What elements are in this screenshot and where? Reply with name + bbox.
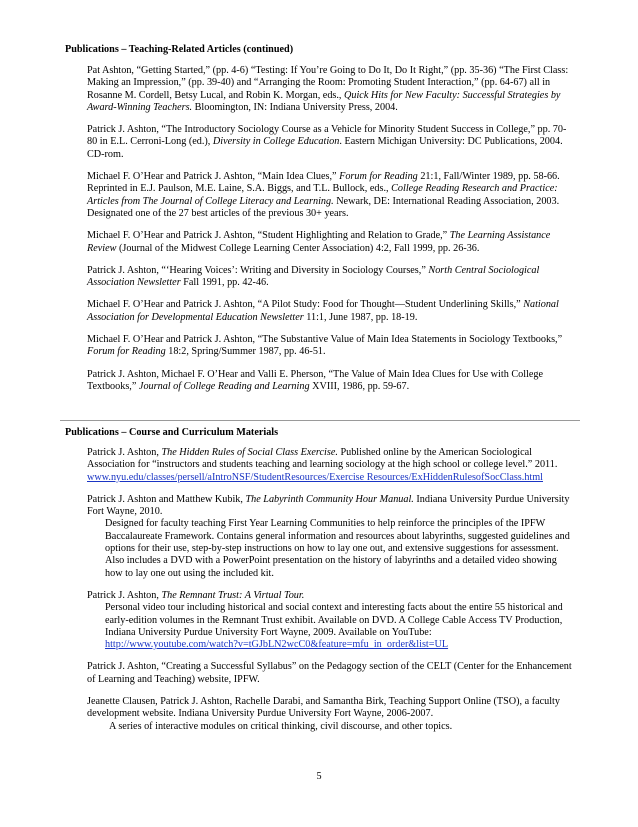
citation-title: Diversity in College Education <box>212 136 340 148</box>
citation-entry <box>87 124 575 161</box>
citation-entry <box>87 494 575 580</box>
citation-entry <box>87 590 575 651</box>
citation-entry <box>87 661 575 686</box>
citation-text: Patrick J. Ashton, “Creating a Successful Syllabus” on the Pedagogy section of the CELT (Center for the Enhancement of Learning and Teaching) website, IPFW. <box>87 661 572 685</box>
citation-title: Forum for Reading <box>87 346 166 358</box>
citation-description: Designed for faculty teaching First Year Learning Communities to help reinforce the principles of the IPFW Baccalaureate Framework. Contains general information and resources about labyrinths, suggested guidelines and options for their use, step-by-step instructions on how to lay one out, and extensive suggestions for assessment. Also includes a DVD with a PowerPoint presentation on the history of labyrinths and a detailed video showing how to lay one out using the included kit. <box>105 518 570 579</box>
course-materials-list <box>87 447 575 743</box>
citation-title: National Association for Developmental Education Newsletter <box>87 299 559 323</box>
citation-entry <box>87 265 575 290</box>
section-heading-course-materials: Publications – Course and Curriculum Materials <box>65 427 279 438</box>
citation-text: Bloomington, IN: Indiana University Press, 2004. <box>192 101 398 113</box>
citation-title: The Learning Assistance Review <box>87 230 551 254</box>
citation-entry <box>87 369 575 394</box>
citation-text: Michael F. O’Hear and Patrick J. Ashton, “A Pilot Study: Food for Thought—Student Underlining Skills,” <box>87 299 524 311</box>
citation-entry <box>87 171 575 220</box>
citation-text: 11:1, June 1987, pp. 18-19. <box>303 311 418 323</box>
citation-text: Michael F. O’Hear and Patrick J. Ashton, “The Substantive Value of Main Idea Statements in Sociology Textbooks,” <box>87 334 563 346</box>
citation-text: Patrick J. Ashton, Michael F. O’Hear and Valli E. Pherson, “The Value of Main Idea Clues for Use with College Textbooks,” <box>87 368 544 392</box>
citation-entry <box>87 447 575 484</box>
citation-text: Jeanette Clausen, Patrick J. Ashton, Rachelle Darabi, and Samantha Birk, Teaching Support Online (TSO), a faculty development website. Indiana University Purdue University Fort Wayne, 2006-2007. <box>87 696 560 720</box>
citation-text: Patrick J. Ashton and Matthew Kubik, <box>87 493 246 505</box>
citation-title: North Central Sociological Association Newsletter <box>87 264 540 289</box>
citation-title: The Hidden Rules of Social Class Exercise. <box>161 447 338 458</box>
citation-title: College Reading Research and Practice: Articles from The Journal of College Literacy and Learning. <box>87 183 558 207</box>
citation-title: Quick Hits for New Faculty: Successful Strategies by Award-Winning Teachers. <box>87 89 561 113</box>
citation-text: 21:1, Fall/Winter 1989, pp. 58-66. Reprinted in E.J. Paulson, M.E. Laine, S.A. Biggs, and T.L. Bullock, eds., <box>87 171 560 195</box>
citation-text: Indiana University Purdue University Fort Wayne, 2010. <box>87 493 570 518</box>
section-heading-teaching-articles: Publications – Teaching-Related Articles (continued) <box>65 44 294 55</box>
citation-entry <box>87 230 575 255</box>
citation-text: Patrick J. Ashton, <box>87 589 162 601</box>
page-number: 5 <box>316 771 322 782</box>
citation-text: Fall 1991, pp. 42-46. <box>180 277 269 289</box>
citation-title: The Labyrinth Community Hour Manual. <box>245 493 414 505</box>
citation-text: Michael F. O’Hear and Patrick J. Ashton, “Student Highlighting and Relation to Grade,” <box>87 230 450 242</box>
teaching-articles-list <box>87 65 575 403</box>
citation-entry <box>87 299 575 324</box>
citation-text: Patrick J. Ashton, “The Introductory Sociology Course as a Vehicle for Minority Student Success in College,” pp. 70-80 in E.L. Cerroni-Long (ed.), <box>87 124 567 148</box>
citation-title: Journal of College Reading and Learning <box>138 380 310 392</box>
section-divider <box>60 420 580 421</box>
citation-description: Personal video tour including historical and social context and interesting facts about the entire 55 historical and early-edition volumes in the Remnant Trust exhibit. Available on DVD. A College Cable Access TV Production, Indiana University Purdue University Fort Wayne, 2009. Available on YouTube: <box>105 602 563 638</box>
citation-text: Patrick J. Ashton, “‘Hearing Voices’: Writing and Diversity in Sociology Courses,” <box>87 264 429 276</box>
citation-text: 18:2, Spring/Summer 1987, pp. 46-51. <box>165 346 326 358</box>
citation-entry <box>87 696 575 733</box>
citation-title: Forum for Reading <box>339 171 418 183</box>
citation-text: (Journal of the Midwest College Learning Center Association) 4:2, Fall 1999, pp. 26-36. <box>116 242 480 254</box>
citation-entry <box>87 65 575 114</box>
citation-text: . Eastern Michigan University: DC Publications, 2004. CD-rom. <box>87 136 563 160</box>
citation-text: Published online by the American Sociological Association for “instructors and students teaching and learning sociology at the high school or college level.” 2011. <box>87 447 558 471</box>
citation-description: A series of interactive modules on critical thinking, civil discourse, and other topics. <box>109 720 453 732</box>
citation-text: Newark, DE: International Reading Association, 2003. Designated one of the 27 best articles of the previous 30+ years. <box>87 195 560 219</box>
youtube-link[interactable]: http://www.youtube.com/watch?v=tGJbLN2wcC0&feature=mfu_in_order&list=UL <box>105 639 449 651</box>
citation-text: Michael F. O’Hear and Patrick J. Ashton, “Main Idea Clues,” <box>87 171 340 183</box>
citation-text: Patrick J. Ashton, <box>87 447 162 458</box>
hidden-rules-link[interactable]: www.nyu.edu/classes/persell/aIntroNSF/StudentResources/Exercise Resources/ExHiddenRulesofSocClass.html <box>87 471 543 483</box>
citation-text: XVIII, 1986, pp. 59-67. <box>309 380 410 392</box>
citation-text: Pat Ashton, “Getting Started,” (pp. 4-6) “Testing: If You’re Going to Do It, Do It Right,” (pp. 35-36) “The First Class: Making an Impression,” (pp. 39-40) and “Arranging the Room: Promoting Student Interaction,” (pp. 64-67) all in Rosanne M. Cordell, Betsy Lucal, and Robin K. Morgan, eds., <box>87 65 569 101</box>
citation-entry <box>87 334 575 359</box>
citation-title: The Remnant Trust: A Virtual Tour. <box>161 589 305 601</box>
